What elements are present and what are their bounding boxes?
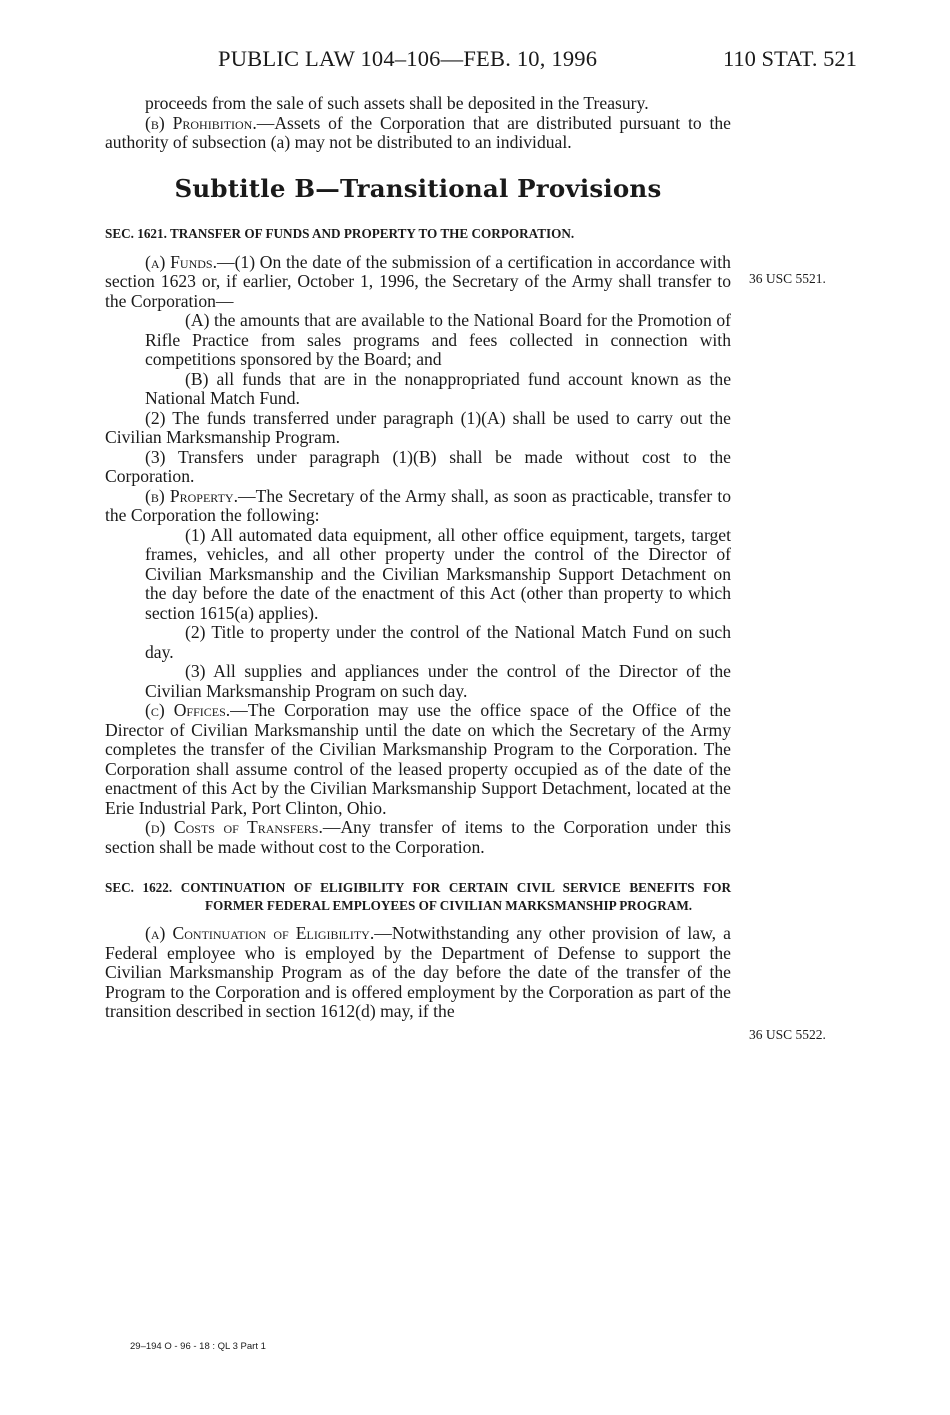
- intro-paragraph-b: [105, 114, 731, 153]
- sec-1621-subsection-a: [105, 253, 731, 312]
- section-heading-1621: SEC. 1621. TRANSFER OF FUNDS AND PROPERTY TO THE CORPORATION.: [105, 226, 575, 241]
- sec-1621-b-paragraph-2: (2) Title to property under the control of the National Match Fund on such day.: [145, 622, 731, 662]
- sec-1621-subsection-c: [105, 701, 731, 818]
- sec-1622-subsection-a: [105, 924, 731, 1022]
- sec-1621-b-paragraph-3: (3) All supplies and appliances under the control of the Director of the Civilian Marksmanship Program on such day.: [145, 661, 731, 701]
- subsection-label: (a) Continuation of Eligibility.: [145, 923, 375, 943]
- sec-1621-a-subparagraph-A: (A) the amounts that are available to the National Board for the Promotion of Rifle Practice from sales programs and fees collected in connection with competitions sponsored by the Board; and: [145, 310, 731, 369]
- subtitle-heading: Subtitle B—Transitional Provisions: [174, 173, 662, 203]
- body-column: [105, 94, 731, 1022]
- subsection-label: (a) Funds.: [145, 251, 217, 272]
- running-header-title: PUBLIC LAW 104–106—FEB. 10, 1996: [218, 46, 598, 71]
- margin-note-sec-1621: 36 USC 5521.: [749, 271, 826, 286]
- subsection-label: (d) Costs of Transfers.: [145, 817, 323, 837]
- intro-paragraph-continued: proceeds from the sale of such assets shall be deposited in the Treasury.: [145, 93, 649, 113]
- printer-footer-code: 29–194 O - 96 - 18 : QL 3 Part 1: [130, 1341, 266, 1352]
- subsection-label: (b) Prohibition.: [145, 112, 257, 133]
- sec-1621-subsection-d: [105, 818, 731, 857]
- sec-1621-a-paragraph-2: (2) The funds transferred under paragraph (1)(A) shall be used to carry out the Civilian Marksmanship Program.: [105, 407, 731, 447]
- subsection-text: —The Corporation may use the office space of the Office of the Director of Civilian Marksmanship until the date on which the Secretary of the Army completes the transfer of the Civilian Marksmanship Program to the Corporation. The Corporation shall assume control of the leased property occupied as of the date of the enactment of this Act by the Civilian Marksmanship Support Detachment, located at the Erie Industrial Park, Port Clinton, Ohio.: [105, 700, 731, 818]
- subsection-text: —Assets of the Corporation that are distributed pursuant to the authority of subsection (a) may not be distributed to an individual.: [105, 112, 731, 152]
- subsection-text: —(1) On the date of the submission of a certification in accordance with section 1623 or, if earlier, October 1, 1996, the Secretary of the Army shall transfer to the Corporation—: [105, 251, 731, 311]
- subsection-label: (c) Offices.: [145, 700, 231, 720]
- margin-note-sec-1622: 36 USC 5522.: [749, 1027, 826, 1042]
- subsection-text: —Notwithstanding any other provision of law, a Federal employee who is employed by the Department of Defense to support the Civilian Marksmanship Program as of the day before the date of the transfer of the Program to the Corporation and is offered employment by the Corporation as part of the transition described in section 1612(d) may, if the: [105, 923, 731, 1021]
- subsection-label: (b) Property.: [145, 485, 238, 506]
- running-header-stat-page: 110 STAT. 521: [723, 46, 857, 71]
- sec-1621-a-subparagraph-B: (B) all funds that are in the nonappropriated fund account known as the National Match Fund.: [145, 368, 731, 408]
- sec-1621-a-paragraph-3: (3) Transfers under paragraph (1)(B) shall be made without cost to the Corporation.: [105, 446, 731, 486]
- section-heading-1622: SEC. 1622. CONTINUATION OF ELIGIBILITY FOR CERTAIN CIVIL SERVICE BENEFITS FOR FORMER FEDERAL EMPLOYEES OF CIVILIAN MARKSMANSHIP PROGRAM.: [105, 880, 731, 913]
- sec-1621-subsection-b: [105, 487, 731, 526]
- subsection-text: —The Secretary of the Army shall, as soon as practicable, transfer to the Corporation the following:: [105, 485, 732, 525]
- sec-1621-b-paragraph-1: (1) All automated data equipment, all other office equipment, targets, target frames, vehicles, and all other property under the control of the Director of Civilian Marksmanship and the Civilian Marksmanship Support Detachment on the day before the date of the enactment of this Act (other than property to which section 1615(a) applies).: [145, 524, 731, 623]
- subsection-text: —Any transfer of items to the Corporation under this section shall be made without cost to the Corporation.: [105, 817, 731, 857]
